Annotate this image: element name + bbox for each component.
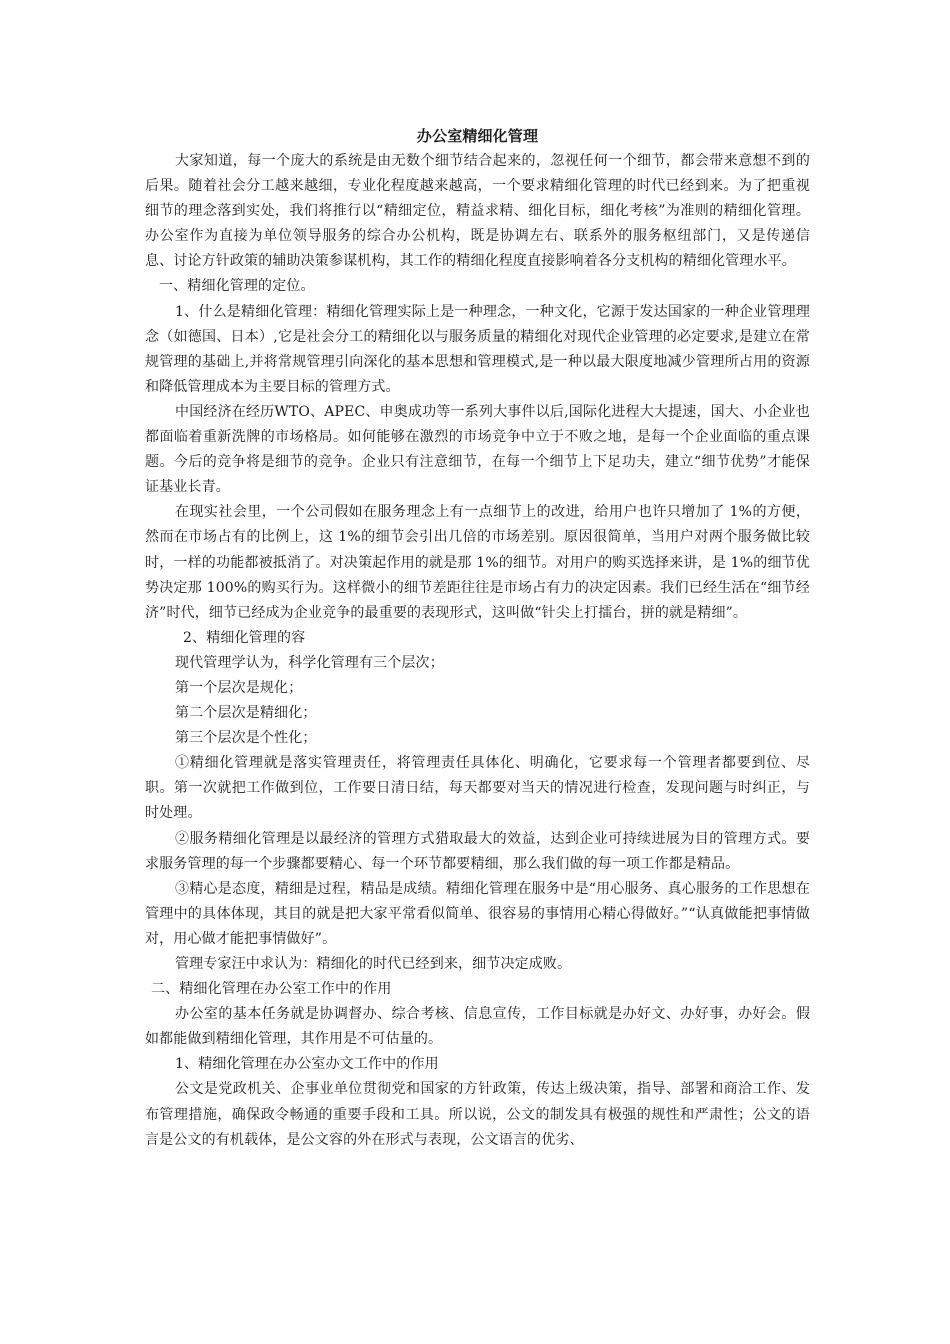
list-item: 第三个层次是个性化； <box>175 730 317 747</box>
body-paragraph: ③精心是态度，精细是过程，精品是成绩。精细化管理在服务中是“用心服务、真心服务的工作思想在管理中的具体体现，其目的就是把大家平常看似简单、很容易的事情用心精心得做好。”“认真做能把事情做对，用心做才能把事情做好”。 <box>145 880 810 947</box>
body-paragraph: 现代管理学认为，科学化管理有三个层次； <box>175 654 444 671</box>
section-heading-1: 一、精细化管理的定位。 <box>159 278 315 295</box>
subsection-heading-1: 1、精细化管理在办公室办文工作中的作用 <box>175 1056 439 1073</box>
list-item: 第一个层次是规化； <box>175 679 303 696</box>
body-paragraph: 中国经济在经历WTO、APEC、申奥成功等一系列大事件以后,国际化进程大大提速，国大、小企业也都面临着重新洗牌的市场格局。如何能够在激烈的市场竞争中立于不败之地，是每一个企业面临的重点课题。今后的竞争将是细节的竞争。企业只有注意细节，在每一个细节上下足功夫，建立“细节优势”才能保证基业长青。 <box>145 403 810 496</box>
body-paragraph: 办公室的基本任务就是协调督办、综合考核、信息宣传，工作目标就是办好文、办好事，办好会。假如都能做到精细化管理，其作用是不可估量的。 <box>145 1006 810 1048</box>
document-title: 办公室精细化管理 <box>416 127 539 145</box>
body-paragraph: 管理专家汪中求认为：精细化的时代已经到来，细节决定成败。 <box>175 956 572 972</box>
body-paragraph: ②服务精细化管理是以最经济的管理方式猎取最大的效益，达到企业可持续进展为目的管理方式。要求服务管理的每一个步骤都要精心、每一个环节都要精细，那么我们做的每一项工作都是精品。 <box>145 830 810 872</box>
body-paragraph: 公文是党政机关、企事业单位贯彻党和国家的方针政策，传达上级决策，指导、部署和商洽工作、发布管理措施，确保政令畅通的重要手段和工具。所以说，公文的制发具有极强的规性和严肃性；公文的语言是公文的有机载体，是公文容的外在形式与表现，公文语言的优劣、 <box>145 1081 810 1148</box>
body-paragraph: 1、什么是精细化管理：精细化管理实际上是一种理念，一种文化，它源于发达国家的一种企业管理理念（如德国、日本）,它是社会分工的精细化以与服务质量的精细化对现代企业管理的必定要求,是建立在常规管理的基础上,并将常规管理引向深化的基本思想和管理模式,是一种以最大限度地减少管理所占用的资源和降低管理成本为主要目标的管理方式。 <box>145 303 810 395</box>
document-page <box>145 124 810 1153</box>
list-item: 第二个层次是精细化； <box>175 705 317 722</box>
body-paragraph: ①精细化管理就是落实管理责任，将管理责任具体化、明确化，它要求每一个管理者都要到位、尽职。第一次就把工作做到位，工作要日清日结，每天都要对当天的情况进行检查，发现问题与时纠正，与时处理。 <box>145 755 810 822</box>
section-heading-2: 二、精细化管理在办公室工作中的作用 <box>151 981 392 998</box>
body-paragraph: 在现实社会里，一个公司假如在服务理念上有一点细节上的改进，给用户也许只增加了 1%的方便，然而在市场占有的比例上，这 1%的细节会引出几倍的市场差别。原因很简单，当用户对两个服务做比较时，一样的功能都被抵消了。对决策起作用的就是那 1%的细节。对用户的购买选择来讲，是 1%的细节优势决定那 100%的购买行为。这样微小的细节差距往往是市场占有力的决定因素。我们已经生活在“细节经济”时代，细节已经成为企业竞争的最重要的表现形式，这叫做“针尖上打擂台，拼的就是精细”。 <box>145 504 810 621</box>
subsection-heading-2: 2、精细化管理的容 <box>183 629 306 646</box>
intro-paragraph: 大家知道，每一个庞大的系统是由无数个细节结合起来的，忽视任何一个细节，都会带来意想不到的后果。随着社会分工越来越细，专业化程度越来越高，一个要求精细化管理的时代已经到来。为了把重视细节的理念落到实处，我们将推行以“精细定位，精益求精、细化目标，细化考核”为准则的精细化管理。办公室作为直接为单位领导服务的综合办公机构，既是协调左右、联系外的服务枢纽部门，又是传递信息、讨论方针政策的辅助决策参谋机构，其工作的精细化程度直接影响着各分支机构的精细化管理水平。 <box>145 153 810 270</box>
